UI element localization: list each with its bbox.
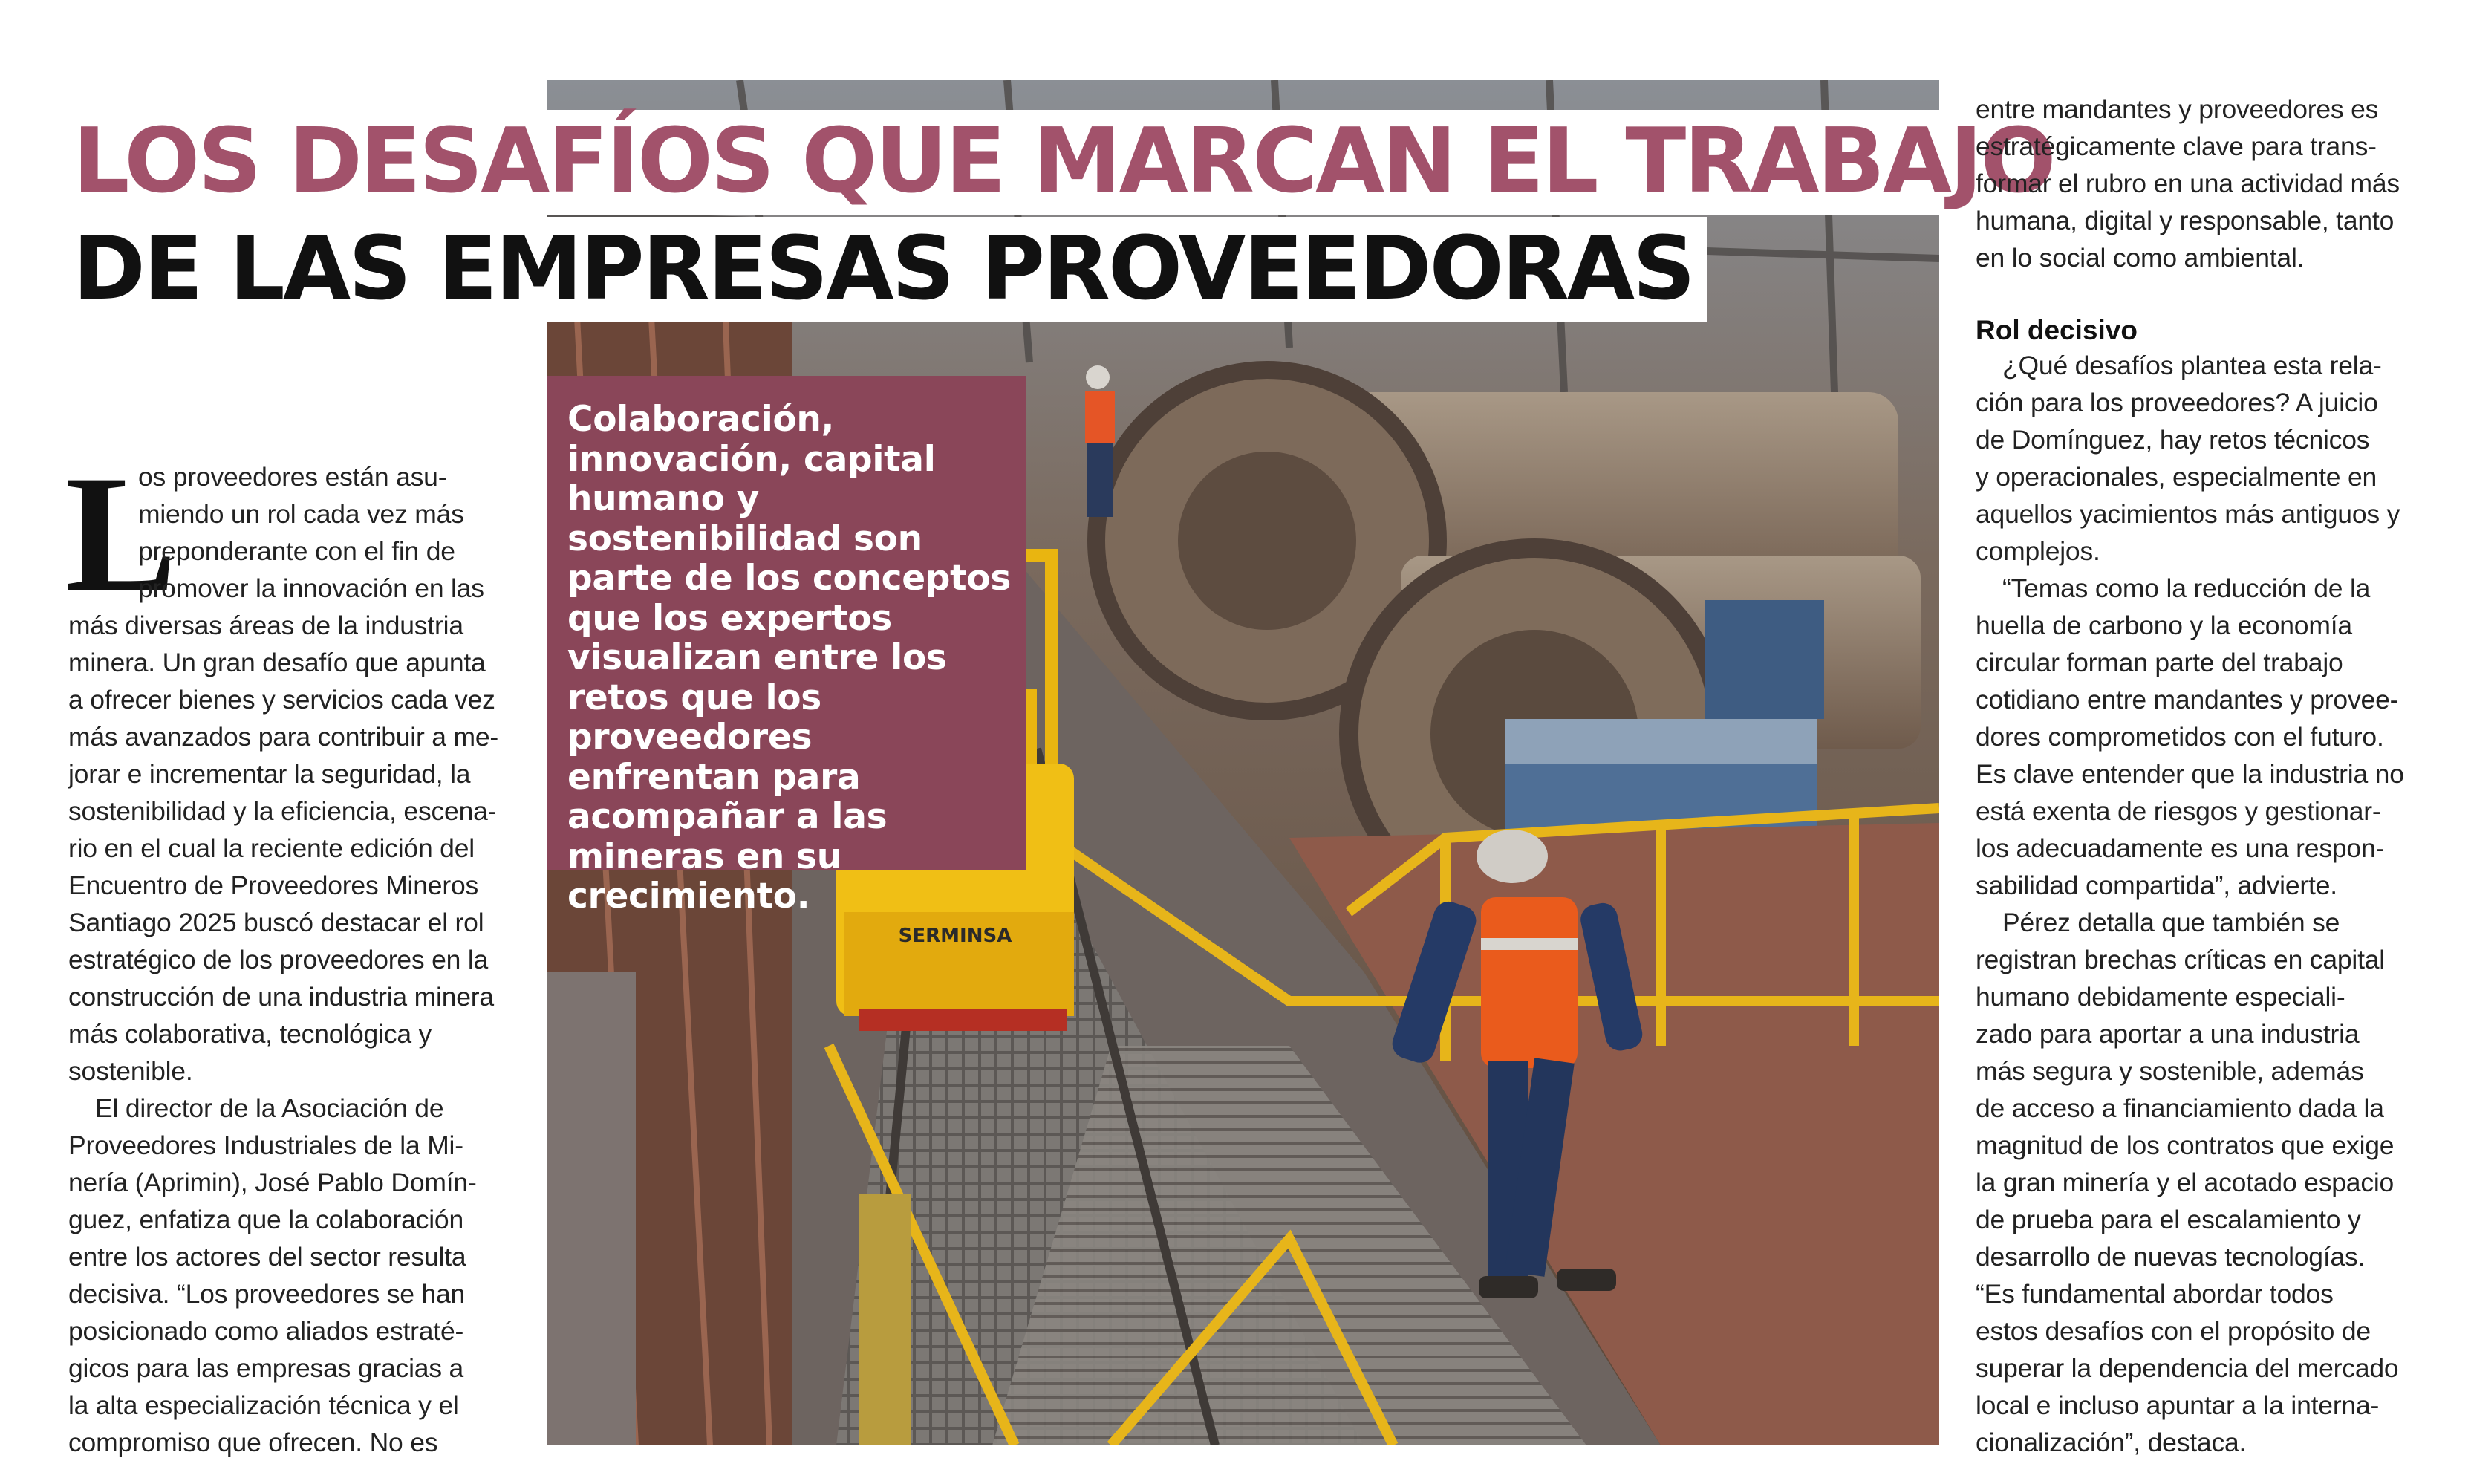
col3-paragraph-1 [1976,91,2400,276]
text-line: minera. Un gran desafío que apunta [68,648,486,677]
text-line: gicos para las empresas gracias a [68,1353,464,1383]
text-line: más segura y sostenible, además [1976,1056,2364,1086]
text-line: os proveedores están asu- [138,462,447,492]
col1-paragraph-2 [68,1090,477,1461]
text-line: formar el rubro en una actividad más [1976,169,2400,198]
drop-cap: L [65,440,178,626]
text-line: ción para los proveedores? A juicio [1976,388,2378,417]
text-line: Santiago 2025 buscó destacar el rol [68,908,484,937]
locomotive-label: SERMINSA [898,925,1012,947]
text-line: Proveedores Industriales de la Mi- [68,1130,463,1160]
text-line: y operacionales, especialmente en [1976,462,2377,492]
text-line: ¿Qué desafíos plantea esta rela- [2002,351,2382,380]
text-line: Es clave entender que la industria no [1976,759,2404,789]
text-line: preponderante con el fin de [138,536,455,566]
text-line: cionalización”, destaca. [1976,1428,2247,1457]
pull-quote-box [547,376,1026,917]
text-line: huella de carbono y la economía [1976,611,2352,640]
text-line: Pérez detalla que también se [2002,908,2340,937]
text-line: a ofrecer bienes y servicios cada vez [68,685,495,715]
text-line: decisiva. “Los proveedores se han [68,1279,466,1309]
text-line: estratégico de los proveedores en la [68,945,489,974]
text-line: circular forman parte del trabajo [1976,648,2343,677]
text-line: desarrollo de nuevas tecnologías. [1976,1242,2366,1272]
text-line: magnitud de los contratos que exige [1976,1130,2395,1160]
text-line: está exenta de riesgos y gestionar- [1976,796,2381,826]
text-line: de Domínguez, hay retos técnicos [1976,425,2370,455]
text-line: guez, enfatiza que la colaboración [68,1205,463,1234]
text-line: superar la dependencia del mercado [1976,1353,2399,1383]
col3-paragraph-2 [1976,347,2400,570]
text-line: los adecuadamente es una respon- [1976,833,2385,863]
col3-paragraph-4 [1976,904,2398,1461]
text-line: sostenible. [68,1056,193,1086]
text-line: humano debidamente especiali- [1976,982,2345,1012]
headline-line-2: DE LAS EMPRESAS PROVEEDORAS [68,217,1707,322]
text-line: sostenibilidad y la eficiencia, escena- [68,796,497,826]
text-line: rio en el cual la reciente edición del [68,833,475,863]
text-line: la gran minería y el acotado espacio [1976,1168,2395,1197]
text-line: más diversas áreas de la industria [68,611,463,640]
headline-line-1: LOS DESAFÍOS QUE MARCAN EL TRABAJO [68,110,2081,215]
text-line: jorar e incrementar la seguridad, la [68,759,471,789]
text-line: sabilidad compartida”, advierte. [1976,870,2337,900]
text-line: más avanzados para contribuir a me- [68,722,499,752]
text-line: registran brechas críticas en capital [1976,945,2385,974]
text-line: construcción de una industria minera [68,982,494,1012]
text-line: entre mandantes y proveedores es [1976,94,2379,124]
section-subheading: Rol decisivo [1976,315,2138,345]
text-line: nería (Aprimin), José Pablo Domín- [68,1168,477,1197]
text-line: Encuentro de Proveedores Mineros [68,870,479,900]
text-line: El director de la Asociación de [95,1093,444,1123]
text-line: complejos. [1976,536,2100,566]
text-line: dores comprometidos con el futuro. [1976,722,2384,752]
text-line: miendo un rol cada vez más [138,499,464,529]
text-line: en lo social como ambiental. [1976,243,2305,273]
col1-paragraph-1 [68,458,498,1090]
text-line: estos desafíos con el propósito de [1976,1316,2371,1346]
pull-quote-text: Colaboración, innovación, capital humano y sostenibilidad son parte de los conceptos que los expertos visualizan entre los retos que los proveedores enfrentan para acompañar a las mineras en su crecimiento. [567,399,1011,917]
text-line: más colaborativa, tecnológica y [68,1019,432,1049]
text-line: de acceso a financiamiento dada la [1976,1093,2384,1123]
text-line: estratégicamente clave para trans- [1976,131,2377,161]
text-line: “Temas como la reducción de la [2002,573,2371,603]
text-line: la alta especialización técnica y el [68,1390,459,1420]
text-line: entre los actores del sector resulta [68,1242,466,1272]
text-line: compromiso que ofrecen. No es [68,1428,438,1457]
text-line: aquellos yacimientos más antiguos y [1976,499,2400,529]
text-line: promover la innovación en las [138,573,484,603]
text-line: de prueba para el escalamiento y [1976,1205,2361,1234]
text-line: posicionado como aliados estraté- [68,1316,464,1346]
text-line: zado para aportar a una industria [1976,1019,2360,1049]
col3-paragraph-3 [1976,570,2404,904]
text-line: humana, digital y responsable, tanto [1976,206,2395,235]
text-line: “Es fundamental abordar todos [1976,1279,2334,1309]
text-line: local e incluso apuntar a la interna- [1976,1390,2380,1420]
text-line: cotidiano entre mandantes y provee- [1976,685,2399,715]
